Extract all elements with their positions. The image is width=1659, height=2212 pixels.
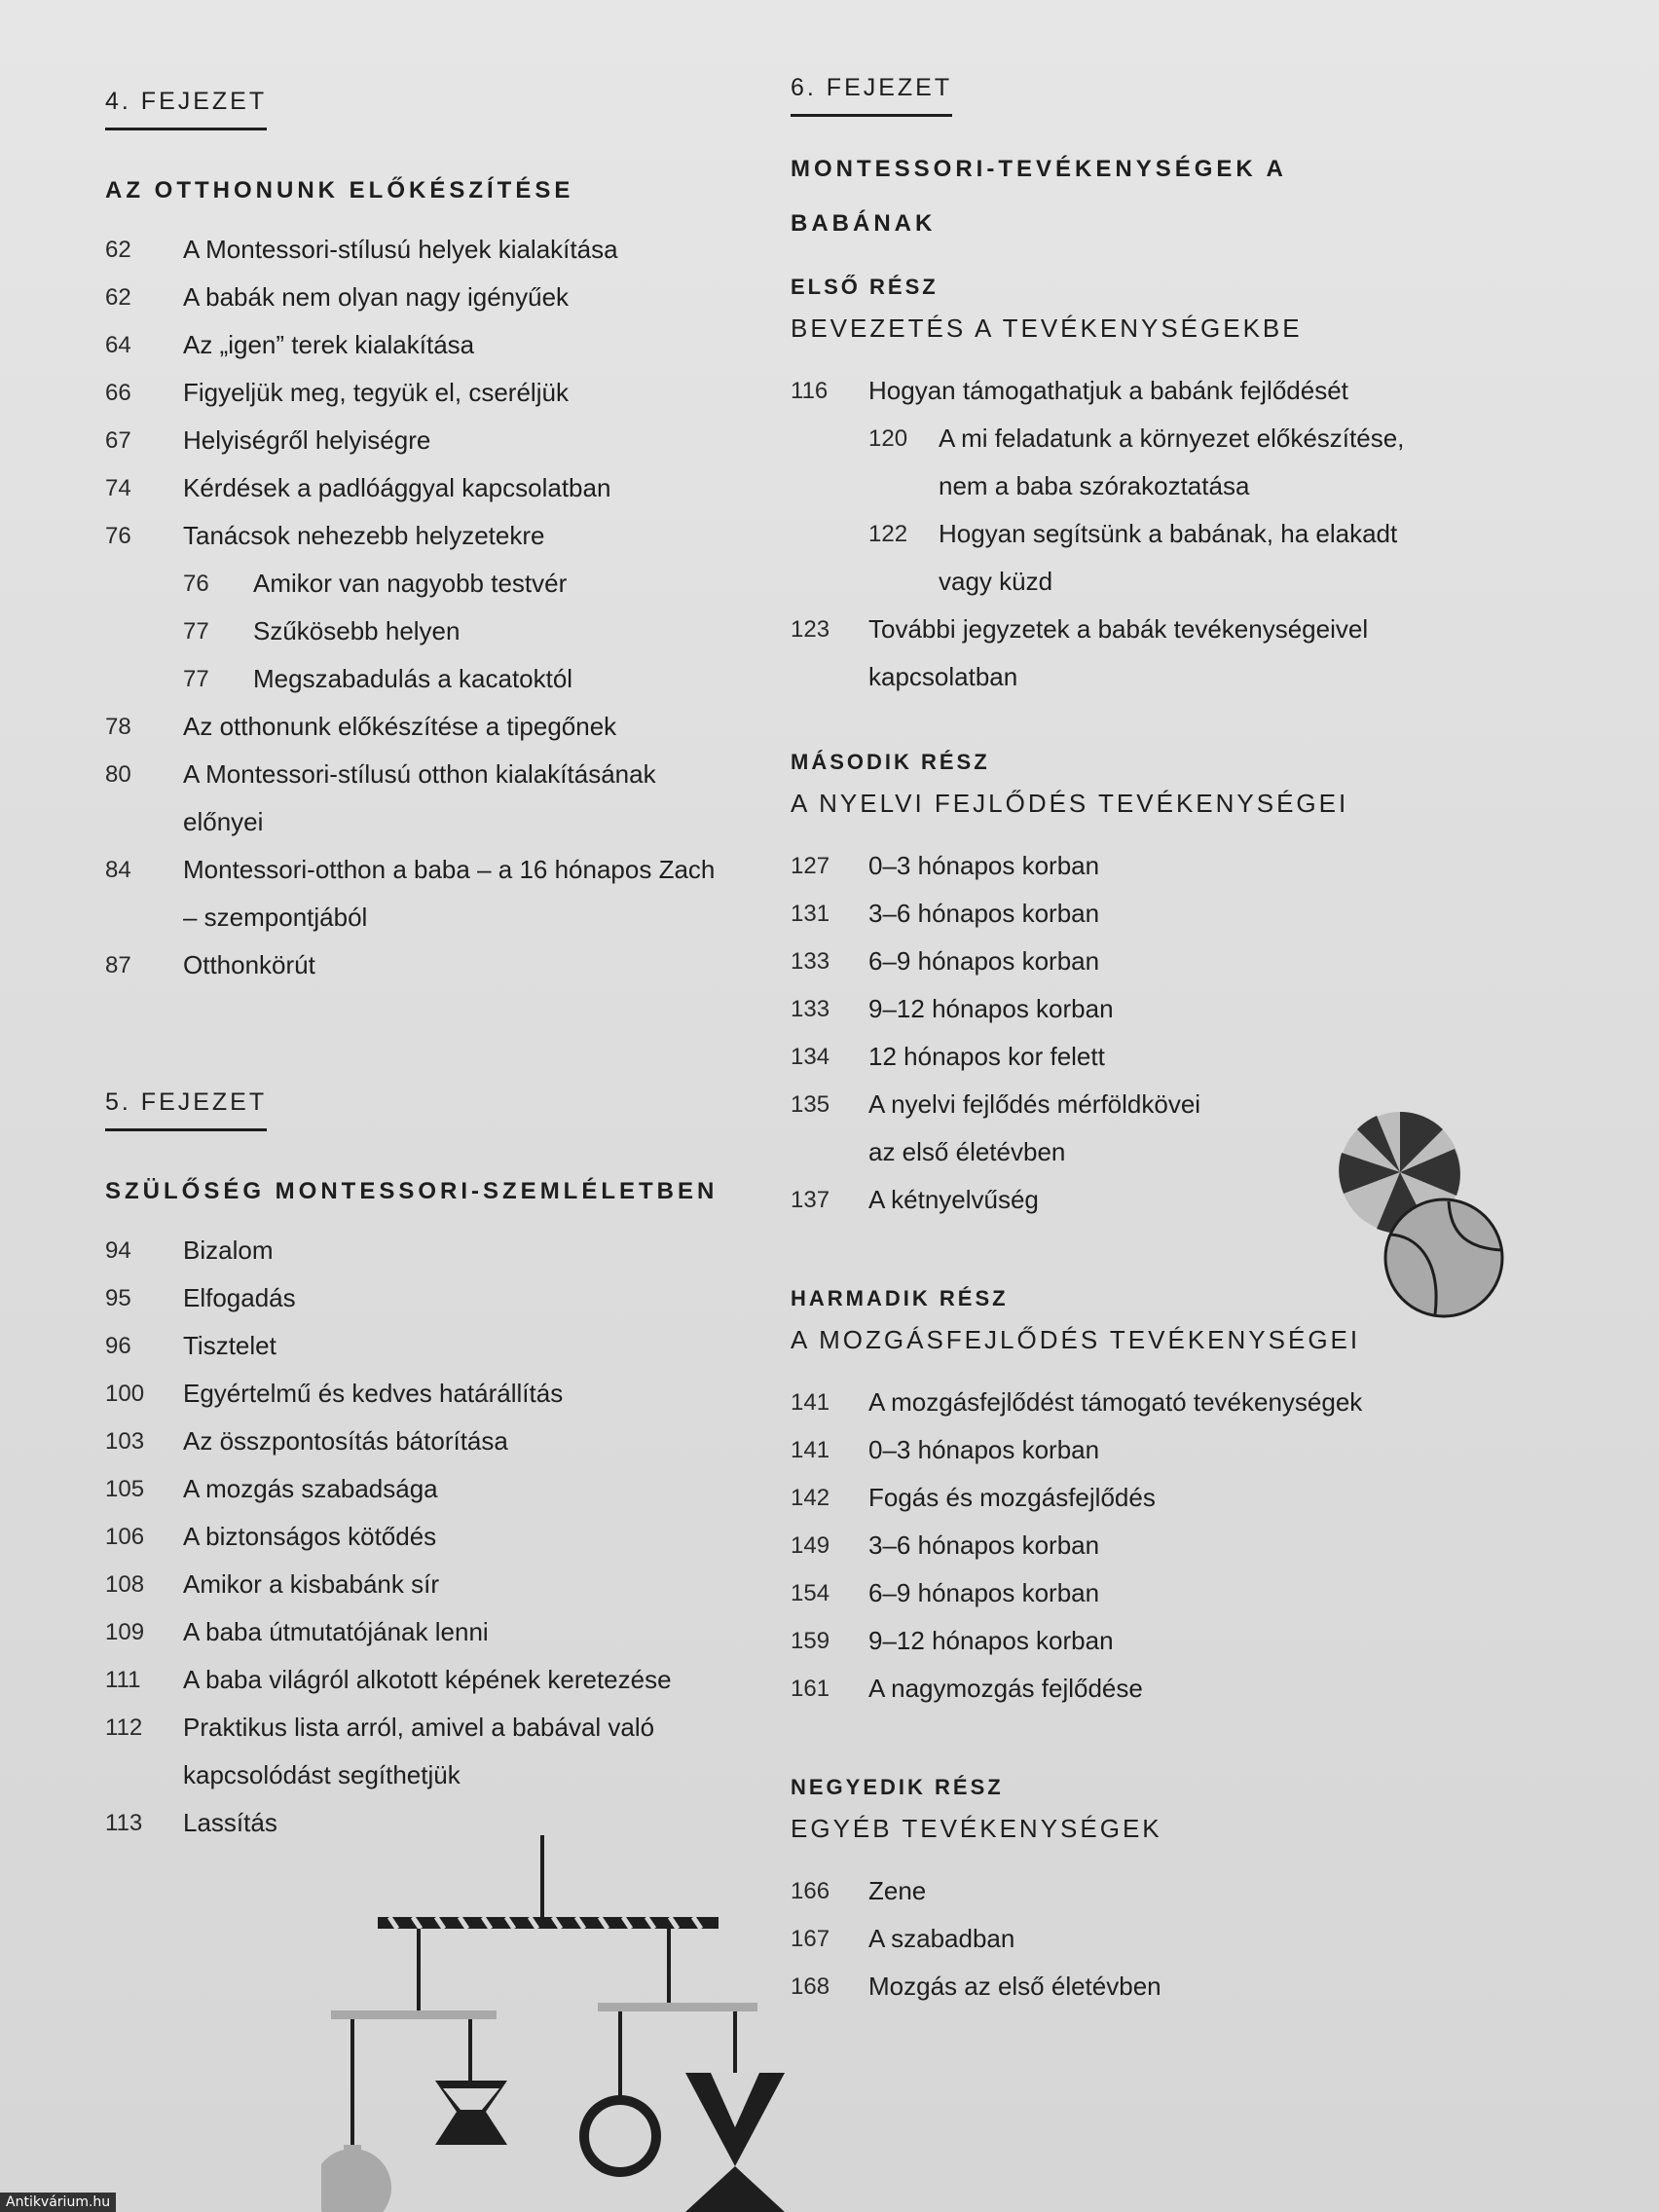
toc-entry[interactable] — [105, 274, 767, 321]
page-number: 77 — [183, 666, 209, 692]
page-number: 133 — [791, 948, 830, 975]
page-number: 123 — [791, 616, 830, 643]
entry-title: 0–3 hónapos korban — [868, 851, 1100, 880]
page-number: 106 — [105, 1524, 145, 1550]
entry-title: 6–9 hónapos korban — [868, 1578, 1100, 1607]
toc-entry[interactable] — [105, 1561, 767, 1608]
bell-ornament-icon — [321, 2145, 391, 2212]
page-number: 116 — [791, 378, 829, 404]
baby-mobile-illustration — [321, 1835, 789, 2212]
entry-title: Kérdések a padlóággyal kapcsolatban — [183, 473, 611, 502]
page-number: 141 — [791, 1437, 830, 1463]
entry-title: A Montessori-stílusú helyek kialakítása — [183, 235, 618, 264]
page-number: 94 — [105, 1237, 131, 1264]
toc-entry[interactable] — [791, 1617, 1472, 1665]
toc-entry[interactable] — [791, 1963, 1472, 2010]
page-number: 80 — [105, 761, 131, 788]
chapter-5-title: SZÜLŐSÉG MONTESSORI-SZEMLÉLETBEN — [105, 1178, 719, 1204]
mobile-left-bar — [331, 2010, 497, 2019]
toc-entry[interactable] — [105, 1656, 767, 1704]
page-number: 62 — [105, 237, 131, 263]
chapter-6-title-line1: MONTESSORI-TEVÉKENYSÉGEK A — [791, 156, 1287, 182]
part-1-label: ELSŐ RÉSZ — [791, 275, 939, 299]
page-number: 111 — [105, 1667, 141, 1693]
entry-title: A szabadban — [868, 1924, 1015, 1953]
entry-continuation: kapcsolatban — [868, 662, 1018, 691]
entry-continuation: az első életévben — [868, 1137, 1066, 1166]
chapter-6-label: 6. FEJEZET — [791, 74, 952, 117]
entry-title: Montessori-otthon a baba – a 16 hónapos Zach — [183, 855, 716, 884]
right-column — [791, 74, 1472, 2010]
entry-title: A Montessori-stílusú otthon kialakításának — [183, 759, 656, 789]
diamond-ornament-icon — [685, 2073, 785, 2212]
page-number: 109 — [105, 1619, 145, 1645]
page-number: 112 — [105, 1714, 143, 1741]
toc-entry[interactable] — [791, 1426, 1472, 1474]
toc-entry[interactable] — [791, 985, 1472, 1033]
page-number: 159 — [791, 1628, 830, 1654]
toc-entry[interactable] — [791, 938, 1472, 985]
chapter-4-toc — [105, 226, 767, 989]
part-1-title: BEVEZETÉS A TEVÉKENYSÉGEKBE — [791, 313, 1303, 343]
entry-title: 9–12 hónapos korban — [868, 1626, 1114, 1655]
toc-entry[interactable] — [105, 464, 767, 512]
mobile-right-bar — [598, 2003, 757, 2011]
entry-title: Praktikus lista arról, amivel a babával való — [183, 1713, 655, 1742]
entry-continuation: nem a baba szórakoztatása — [939, 471, 1250, 500]
toc-entry[interactable] — [791, 890, 1472, 938]
toc-entry[interactable] — [791, 1569, 1472, 1617]
toc-subentry[interactable] — [791, 510, 1472, 558]
page-number: 78 — [105, 714, 131, 740]
page-number: 87 — [105, 952, 131, 978]
chapter-6-title — [791, 142, 1472, 251]
entry-title: 3–6 hónapos korban — [868, 899, 1100, 928]
page-number: 167 — [791, 1926, 830, 1952]
entry-title: Otthonkörút — [183, 950, 315, 979]
entry-title: Szűkösebb helyen — [253, 616, 461, 645]
entry-title: Figyeljük meg, tegyük el, cseréljük — [183, 378, 569, 407]
page-number: 62 — [105, 284, 131, 311]
toc-entry[interactable] — [105, 751, 767, 798]
entry-title: A nyelvi fejlődés mérföldkövei — [868, 1089, 1201, 1119]
toc-entry[interactable] — [105, 1465, 767, 1513]
part-3-toc — [791, 1379, 1472, 1713]
toc-entry[interactable] — [105, 1608, 767, 1656]
page-number: 168 — [791, 1973, 830, 2000]
entry-title: 12 hónapos kor felett — [868, 1042, 1105, 1071]
entry-title: Zene — [868, 1876, 927, 1905]
entry-title: Az otthonunk előkészítése a tipegőnek — [183, 712, 617, 741]
page-number: 134 — [791, 1044, 830, 1070]
left-column — [105, 88, 767, 1847]
page-number: 154 — [791, 1580, 830, 1606]
part-4-label: NEGYEDIK RÉSZ — [791, 1775, 1004, 1799]
toc-entry[interactable] — [105, 846, 767, 894]
chapter-5-toc — [105, 1227, 767, 1847]
entry-title: Az összpontosítás bátorítása — [183, 1426, 508, 1456]
page-number: 76 — [105, 523, 131, 549]
mobile-striped-bar — [378, 1917, 719, 1929]
chapter-6-title-line2: BABÁNAK — [791, 210, 937, 237]
entry-continuation: vagy küzd — [939, 567, 1053, 596]
entry-title: Hogyan segítsünk a babának, ha elakadt — [939, 519, 1398, 548]
page-number: 122 — [868, 521, 908, 547]
toc-entry[interactable] — [105, 226, 767, 274]
entry-title: A biztonságos kötődés — [183, 1522, 437, 1551]
toc-entry[interactable] — [105, 321, 767, 369]
page-number: 161 — [791, 1676, 830, 1702]
part-4-title: EGYÉB TEVÉKENYSÉGEK — [791, 1814, 1162, 1843]
toc-entry[interactable] — [105, 1227, 767, 1274]
entry-title: Mozgás az első életévben — [868, 1972, 1161, 2001]
part-3-label: HARMADIK RÉSZ — [791, 1286, 1009, 1310]
toc-entry[interactable] — [791, 1474, 1472, 1522]
page-number: 127 — [791, 853, 830, 879]
page-number: 76 — [183, 571, 209, 597]
chapter-5-label: 5. FEJEZET — [105, 1088, 267, 1131]
page-number: 95 — [105, 1285, 131, 1311]
toc-entry[interactable] — [105, 1370, 767, 1418]
page-number: 100 — [105, 1381, 145, 1407]
entry-title: Egyértelmű és kedves határállítás — [183, 1379, 564, 1408]
entry-title: Elfogadás — [183, 1283, 296, 1312]
page-number: 103 — [105, 1428, 145, 1455]
page-number: 166 — [791, 1878, 830, 1904]
part-3-title: A MOZGÁSFEJLŐDÉS TEVÉKENYSÉGEI — [791, 1325, 1361, 1354]
page-number: 67 — [105, 427, 131, 454]
page-number: 74 — [105, 475, 131, 501]
toc-entry[interactable] — [791, 1915, 1472, 1963]
entry-continuation: előnyei — [183, 807, 264, 836]
page-number: 84 — [105, 857, 131, 883]
toc-entry[interactable] — [791, 1379, 1472, 1426]
entry-title: Amikor van nagyobb testvér — [253, 569, 568, 598]
page-number: 105 — [105, 1476, 145, 1502]
part-2-label: MÁSODIK RÉSZ — [791, 750, 990, 774]
entry-continuation: – szempontjából — [183, 903, 368, 932]
entry-title: A mozgásfejlődést támogató tevékenységek — [868, 1387, 1363, 1417]
watermark: Antikvárium.hu — [0, 2193, 116, 2212]
toc-subentry[interactable] — [105, 608, 767, 655]
toc-entry[interactable] — [105, 1418, 767, 1465]
toc-subentry[interactable] — [105, 655, 767, 703]
page-number: 96 — [105, 1333, 131, 1359]
page-number: 141 — [791, 1389, 830, 1416]
toc-subentry[interactable] — [791, 415, 1472, 462]
entry-title: Amikor a kisbabánk sír — [183, 1569, 439, 1599]
page-number: 113 — [105, 1810, 143, 1836]
balls-illustration — [1334, 1110, 1509, 1324]
part-2-title: A NYELVI FEJLŐDÉS TEVÉKENYSÉGEI — [791, 789, 1349, 818]
toc-subentry[interactable] — [105, 560, 767, 608]
entry-title: 0–3 hónapos korban — [868, 1435, 1100, 1464]
entry-title: 3–6 hónapos korban — [868, 1530, 1100, 1560]
entry-title: Megszabadulás a kacatoktól — [253, 664, 573, 693]
page-number: 131 — [791, 901, 830, 927]
toc-entry[interactable] — [105, 941, 767, 989]
page-number: 64 — [105, 332, 131, 358]
entry-title: A mi feladatunk a környezet előkészítése, — [939, 424, 1405, 453]
entry-title: Lassítás — [183, 1808, 277, 1837]
page-number: 142 — [791, 1485, 830, 1511]
entry-title: Tisztelet — [183, 1331, 276, 1360]
entry-title: Helyiségről helyiségre — [183, 425, 431, 455]
entry-title: 6–9 hónapos korban — [868, 946, 1100, 976]
entry-continuation: kapcsolódást segíthetjük — [183, 1760, 461, 1789]
entry-title: A nagymozgás fejlődése — [868, 1674, 1143, 1703]
page-number: 108 — [105, 1571, 145, 1598]
toc-entry[interactable] — [791, 1522, 1472, 1569]
entry-title: 9–12 hónapos korban — [868, 994, 1114, 1023]
tennis-ball-icon — [1385, 1199, 1502, 1316]
part-4-toc — [791, 1867, 1472, 2010]
entry-title: Hogyan támogathatjuk a babánk fejlődését — [868, 376, 1348, 405]
toc-entry[interactable] — [105, 1513, 767, 1561]
chapter-4-label: 4. FEJEZET — [105, 88, 267, 130]
ring-ornament-icon — [584, 2100, 656, 2172]
page-number: 77 — [183, 618, 209, 645]
entry-title: A baba világról alkotott képének keretezése — [183, 1665, 672, 1694]
toc-entry[interactable] — [791, 367, 1472, 415]
chapter-4-title: AZ OTTHONUNK ELŐKÉSZÍTÉSE — [105, 177, 574, 203]
entry-title: További jegyzetek a babák tevékenységeivel — [868, 614, 1369, 644]
entry-title: Tanácsok nehezebb helyzetekre — [183, 521, 545, 550]
page-number: 120 — [868, 425, 908, 452]
entry-title: Fogás és mozgásfejlődés — [868, 1483, 1156, 1512]
page-number: 135 — [791, 1091, 830, 1118]
toc-entry[interactable] — [105, 369, 767, 417]
page-number: 133 — [791, 996, 830, 1022]
entry-title: Bizalom — [183, 1235, 274, 1265]
toc-entry[interactable] — [105, 417, 767, 464]
toc-entry[interactable] — [105, 703, 767, 751]
entry-title: Az „igen” terek kialakítása — [183, 330, 475, 359]
toc-entry[interactable] — [105, 1704, 767, 1751]
entry-title: A babák nem olyan nagy igényűek — [183, 282, 570, 312]
toc-entry[interactable] — [105, 512, 767, 560]
toc-entry[interactable] — [791, 1665, 1472, 1713]
part-1-toc — [791, 367, 1472, 701]
toc-entry[interactable] — [791, 842, 1472, 890]
entry-title: A mozgás szabadsága — [183, 1474, 438, 1503]
page-number: 66 — [105, 380, 131, 406]
entry-title: A baba útmutatójának lenni — [183, 1617, 489, 1646]
toc-entry[interactable] — [791, 1867, 1472, 1915]
page-number: 149 — [791, 1532, 830, 1559]
toc-entry[interactable] — [105, 1274, 767, 1322]
toc-entry[interactable] — [791, 606, 1472, 653]
toc-entry[interactable] — [105, 1322, 767, 1370]
toc-entry[interactable] — [791, 1033, 1472, 1081]
page-number: 137 — [791, 1187, 830, 1213]
entry-title: A kétnyelvűség — [868, 1185, 1039, 1214]
